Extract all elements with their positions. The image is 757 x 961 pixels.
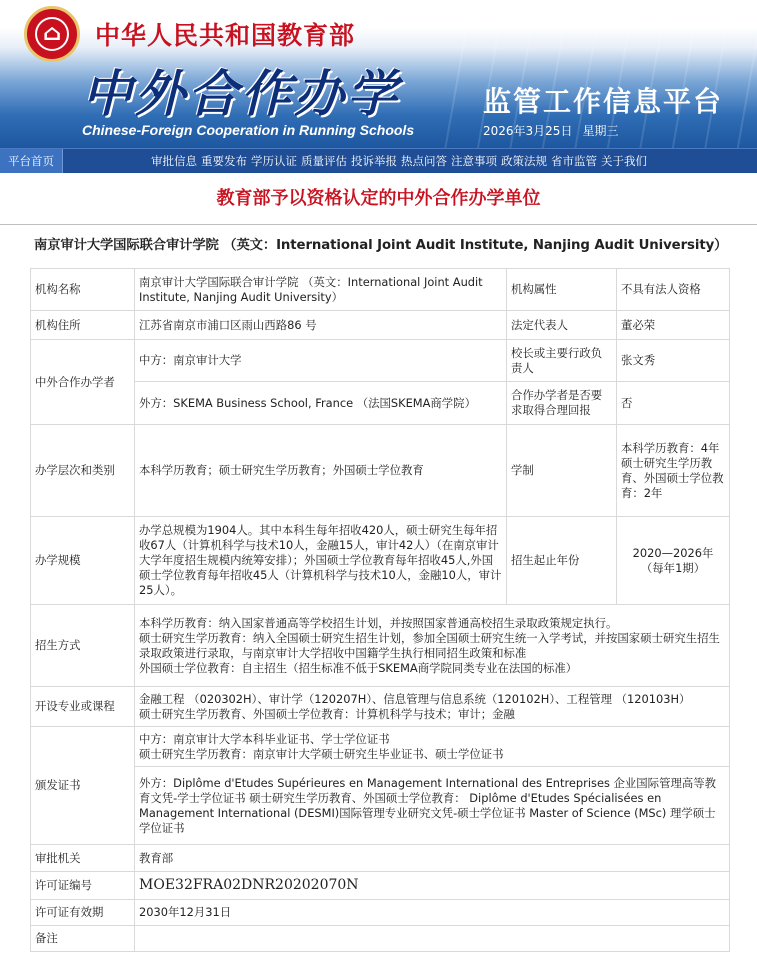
validity-label: 许可证有效期	[31, 900, 135, 926]
cert-cn-line: 硕士研究生学历教育：南京审计大学硕士研究生毕业证书、硕士学位证书	[139, 746, 504, 761]
emblem-glyph: ⌂	[42, 20, 62, 46]
table-row	[31, 845, 730, 872]
nav-item-policies[interactable]: 政策法规	[501, 154, 547, 168]
current-weekday: 星期三	[582, 124, 619, 138]
duration-label: 学制	[507, 425, 617, 517]
nav-item-quality-assessment[interactable]: 质量评估	[301, 154, 347, 168]
platform-title: 监管工作信息平台	[483, 85, 724, 118]
enroll-label: 招生方式	[31, 605, 135, 687]
president-value: 张文秀	[617, 340, 730, 382]
main-nav	[0, 148, 757, 173]
table-row	[31, 727, 730, 767]
institution-title: 南京审计大学国际联合审计学院 （英文：International Joint Audit Institute, Nanjing Audit University）	[34, 238, 728, 253]
page-title: 教育部予以资格认定的中外合作办学单位	[216, 188, 541, 209]
enroll-line: 外国硕士学位教育：自主招生（招生标准不低于SKEMA商学院同类专业在法国的标准）	[139, 660, 578, 675]
attr-value: 不具有法人资格	[617, 269, 730, 311]
majors-line: 硕士研究生学历教育、外国硕士学位教育：计算机科学与技术；审计；金融	[139, 706, 515, 721]
institution-info-table	[30, 268, 730, 952]
rep-label: 法定代表人	[507, 311, 617, 340]
table-row	[31, 311, 730, 340]
table-row	[31, 872, 730, 900]
duration-value	[617, 425, 730, 517]
table-row	[31, 926, 730, 952]
site-title: 中外合作办学	[82, 64, 400, 123]
rep-value: 董必荣	[617, 311, 730, 340]
level-value: 本科学历教育；硕士研究生学历教育；外国硕士学位教育	[135, 425, 507, 517]
nav-items	[151, 153, 651, 169]
nav-item-complaints[interactable]: 投诉举报	[351, 154, 397, 168]
cert-label: 颁发证书	[31, 727, 135, 845]
return-value: 否	[617, 382, 730, 425]
nav-item-degree-certification[interactable]: 学历认证	[251, 154, 297, 168]
cert-foreign: 外方：Diplôme d'Etudes Supérieures en Management International des Entreprises 企业国际管理高等教育文凭-学士学位证书 硕士研究生学历教育、外国硕士学位教育： Diplôme d'Etudes Spécialisées en Management International (DESMI)国际管理专业研究文凭-硕士学位证书 Master of Science (MSc) 理学硕士学位证书	[135, 767, 730, 845]
nav-item-about-us[interactable]: 关于我们	[601, 154, 647, 168]
table-row	[31, 605, 730, 687]
table-row	[31, 900, 730, 926]
cert-cn	[135, 727, 730, 767]
site-banner	[0, 0, 757, 148]
majors-line: 金融工程 （020302H）、审计学（120207H）、信息管理与信息系统（120102H）、工程管理 （120103H）	[139, 691, 691, 706]
period-value	[617, 517, 730, 605]
nav-item-faq[interactable]: 热点问答	[401, 154, 447, 168]
cn-partner: 中方：南京审计大学	[135, 340, 507, 382]
validity-value: 2030年12月31日	[135, 900, 730, 926]
return-label: 合作办学者是否要求取得合理回报	[507, 382, 617, 425]
approver-value: 教育部	[135, 845, 730, 872]
majors-value	[135, 687, 730, 727]
nav-item-provincial-supervision[interactable]: 省市监管	[551, 154, 597, 168]
period-label: 招生起止年份	[507, 517, 617, 605]
duration-line: 本科学历教育：4年	[621, 440, 720, 455]
remark-label: 备注	[31, 926, 135, 952]
duration-line: 硕士研究生学历教育、外国硕士学位教育：2年	[621, 455, 724, 500]
enroll-line: 硕士研究生学历教育：纳入全国硕士研究生招生计划，参加全国硕士研究生统一入学考试，并按国家硕士研究生招生录取政策进行录取，与南京审计大学招收中国籍学生执行相同招生政策和标准	[139, 630, 720, 660]
level-label: 办学层次和类别	[31, 425, 135, 517]
table-row	[31, 425, 730, 517]
table-row	[31, 767, 730, 845]
name-label: 机构名称	[31, 269, 135, 311]
period-line: （每年1期）	[640, 560, 706, 575]
license-value: MOE32FRA02DNR20202070N	[135, 872, 730, 900]
scale-value: 办学总规模为1904人。其中本科生每年招收420人，硕士研究生每年招收67人（计算机科学与技术10人，金融15人，审计42人）（在南京审计大学年度招生规模内统筹安排）；外国硕士学位教育每年招收45人,外国硕士学位教育每年招收45人（计算机科学与技术10人，金融10人，审计25人）。	[135, 517, 507, 605]
license-label: 许可证编号	[31, 872, 135, 900]
site-subtitle: Chinese-Foreign Cooperation in Running Schools	[82, 122, 415, 138]
president-label: 校长或主要行政负责人	[507, 340, 617, 382]
majors-label: 开设专业或课程	[31, 687, 135, 727]
address-value: 江苏省南京市浦口区雨山西路86 号	[135, 311, 507, 340]
table-row	[31, 340, 730, 382]
table-row	[31, 382, 730, 425]
nav-home[interactable]: 平台首页	[0, 149, 63, 173]
enroll-line: 本科学历教育：纳入国家普通高等学校招生计划，并按照国家普通高校招生录取政策规定执行。	[139, 615, 618, 630]
ministry-emblem-icon	[24, 6, 80, 62]
date-display	[483, 122, 628, 139]
divider	[0, 224, 757, 225]
nav-item-notices[interactable]: 注意事项	[451, 154, 497, 168]
foreign-partner: 外方：SKEMA Business School, France （法国SKEMA商学院）	[135, 382, 507, 425]
partners-label: 中外合作办学者	[31, 340, 135, 425]
ministry-name: 中华人民共和国教育部	[95, 21, 356, 50]
approver-label: 审批机关	[31, 845, 135, 872]
table-row	[31, 269, 730, 311]
current-date: 2026年3月25日	[483, 124, 573, 138]
nav-item-approval-info[interactable]: 审批信息	[151, 154, 197, 168]
name-value: 南京审计大学国际联合审计学院 （英文：International Joint Audit Institute, Nanjing Audit University）	[135, 269, 507, 311]
period-line: 2020—2026年	[632, 545, 714, 560]
nav-item-announcements[interactable]: 重要发布	[201, 154, 247, 168]
remark-value	[135, 926, 730, 952]
table-row	[31, 517, 730, 605]
scale-label: 办学规模	[31, 517, 135, 605]
enroll-value	[135, 605, 730, 687]
attr-label: 机构属性	[507, 269, 617, 311]
table-row	[31, 687, 730, 727]
cert-cn-line: 中方：南京审计大学本科毕业证书、学士学位证书	[139, 731, 390, 746]
address-label: 机构住所	[31, 311, 135, 340]
